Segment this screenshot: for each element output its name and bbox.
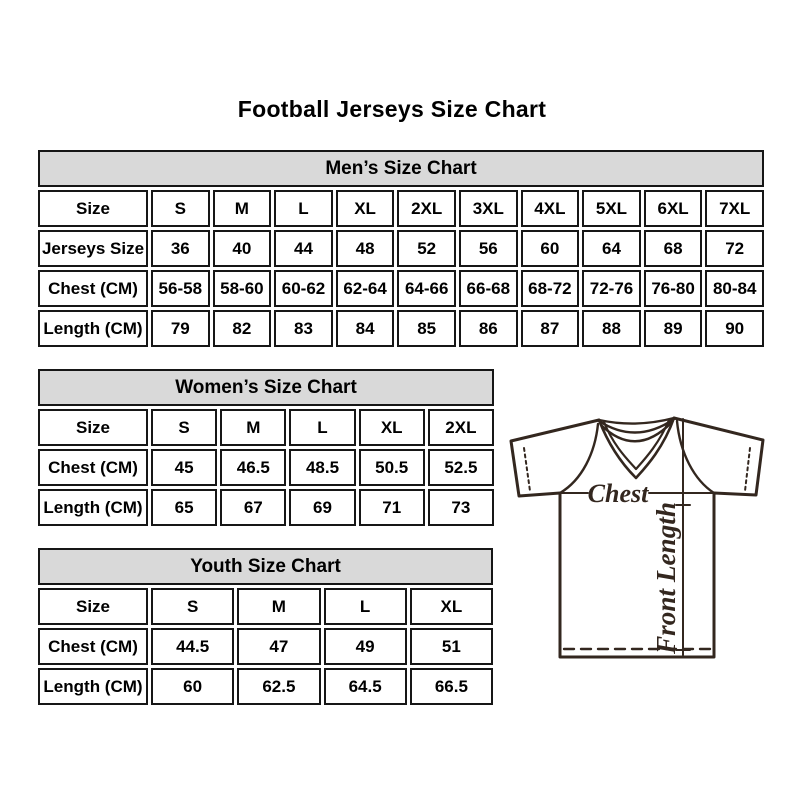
value-cell: 88 [582, 310, 641, 347]
value-cell: 67 [220, 489, 286, 526]
mens-size-table [38, 150, 764, 347]
value-cell: 62.5 [237, 668, 320, 705]
column-header-cell: 2XL [428, 409, 494, 446]
row-label-cell: Size [38, 409, 148, 446]
value-cell: 68 [644, 230, 703, 267]
row-label-cell: Jerseys Size [38, 230, 148, 267]
column-header-cell: M [220, 409, 286, 446]
value-cell: 51 [410, 628, 493, 665]
front-length-label: Front Length [651, 503, 681, 654]
column-header-cell: XL [359, 409, 425, 446]
value-cell: 58-60 [213, 270, 272, 307]
value-cell: 71 [359, 489, 425, 526]
column-header-cell: XL [410, 588, 493, 625]
value-cell: 64 [582, 230, 641, 267]
value-cell: 36 [151, 230, 210, 267]
value-cell: 60 [151, 668, 234, 705]
column-header-cell: 5XL [582, 190, 641, 227]
row-label-cell: Length (CM) [38, 489, 148, 526]
value-cell: 68-72 [521, 270, 580, 307]
column-header-cell: XL [336, 190, 395, 227]
value-cell: 50.5 [359, 449, 425, 486]
row-label-cell: Size [38, 190, 148, 227]
column-header-cell: M [213, 190, 272, 227]
value-cell: 48 [336, 230, 395, 267]
value-cell: 40 [213, 230, 272, 267]
value-cell: 62-64 [336, 270, 395, 307]
value-cell: 83 [274, 310, 333, 347]
column-header-cell: 6XL [644, 190, 703, 227]
value-cell: 56-58 [151, 270, 210, 307]
column-header-cell: 2XL [397, 190, 456, 227]
value-cell: 49 [324, 628, 407, 665]
value-cell: 85 [397, 310, 456, 347]
jersey-collar-top-edge [599, 418, 674, 424]
value-cell: 72-76 [582, 270, 641, 307]
sleeve-stitch-dashed-line-right [745, 448, 750, 491]
value-cell: 45 [151, 449, 217, 486]
row-label-cell: Size [38, 588, 148, 625]
column-header-cell: 7XL [705, 190, 764, 227]
column-header-cell: 4XL [521, 190, 580, 227]
value-cell: 86 [459, 310, 518, 347]
row-label-cell: Chest (CM) [38, 449, 148, 486]
value-cell: 64.5 [324, 668, 407, 705]
row-label-cell: Chest (CM) [38, 270, 148, 307]
value-cell: 87 [521, 310, 580, 347]
table-title: Youth Size Chart [38, 548, 493, 585]
value-cell: 65 [151, 489, 217, 526]
value-cell: 66-68 [459, 270, 518, 307]
value-cell: 48.5 [289, 449, 355, 486]
value-cell: 79 [151, 310, 210, 347]
sleeve-stitch-dashed-line-left [524, 448, 530, 491]
value-cell: 60-62 [274, 270, 333, 307]
jersey-measurement-diagram [498, 407, 780, 673]
value-cell: 69 [289, 489, 355, 526]
chest-label: Chest [587, 479, 649, 508]
value-cell: 52.5 [428, 449, 494, 486]
value-cell: 44.5 [151, 628, 234, 665]
value-cell: 60 [521, 230, 580, 267]
value-cell: 64-66 [397, 270, 456, 307]
value-cell: 90 [705, 310, 764, 347]
jersey-outline [511, 418, 763, 657]
value-cell: 52 [397, 230, 456, 267]
column-header-cell: L [289, 409, 355, 446]
page-title: Football Jerseys Size Chart [237, 96, 547, 122]
column-header-cell: S [151, 409, 217, 446]
value-cell: 89 [644, 310, 703, 347]
value-cell: 80-84 [705, 270, 764, 307]
row-label-cell: Length (CM) [38, 310, 148, 347]
column-header-cell: S [151, 190, 210, 227]
value-cell: 72 [705, 230, 764, 267]
value-cell: 76-80 [644, 270, 703, 307]
column-header-cell: L [324, 588, 407, 625]
column-header-cell: M [237, 588, 320, 625]
value-cell: 56 [459, 230, 518, 267]
column-header-cell: L [274, 190, 333, 227]
womens-size-table [38, 369, 494, 526]
value-cell: 82 [213, 310, 272, 347]
table-title: Women’s Size Chart [38, 369, 494, 406]
value-cell: 47 [237, 628, 320, 665]
value-cell: 46.5 [220, 449, 286, 486]
column-header-cell: 3XL [459, 190, 518, 227]
value-cell: 73 [428, 489, 494, 526]
table-title: Men’s Size Chart [38, 150, 764, 187]
youth-size-table [38, 548, 493, 705]
value-cell: 84 [336, 310, 395, 347]
value-cell: 44 [274, 230, 333, 267]
value-cell: 66.5 [410, 668, 493, 705]
column-header-cell: S [151, 588, 234, 625]
row-label-cell: Chest (CM) [38, 628, 148, 665]
row-label-cell: Length (CM) [38, 668, 148, 705]
